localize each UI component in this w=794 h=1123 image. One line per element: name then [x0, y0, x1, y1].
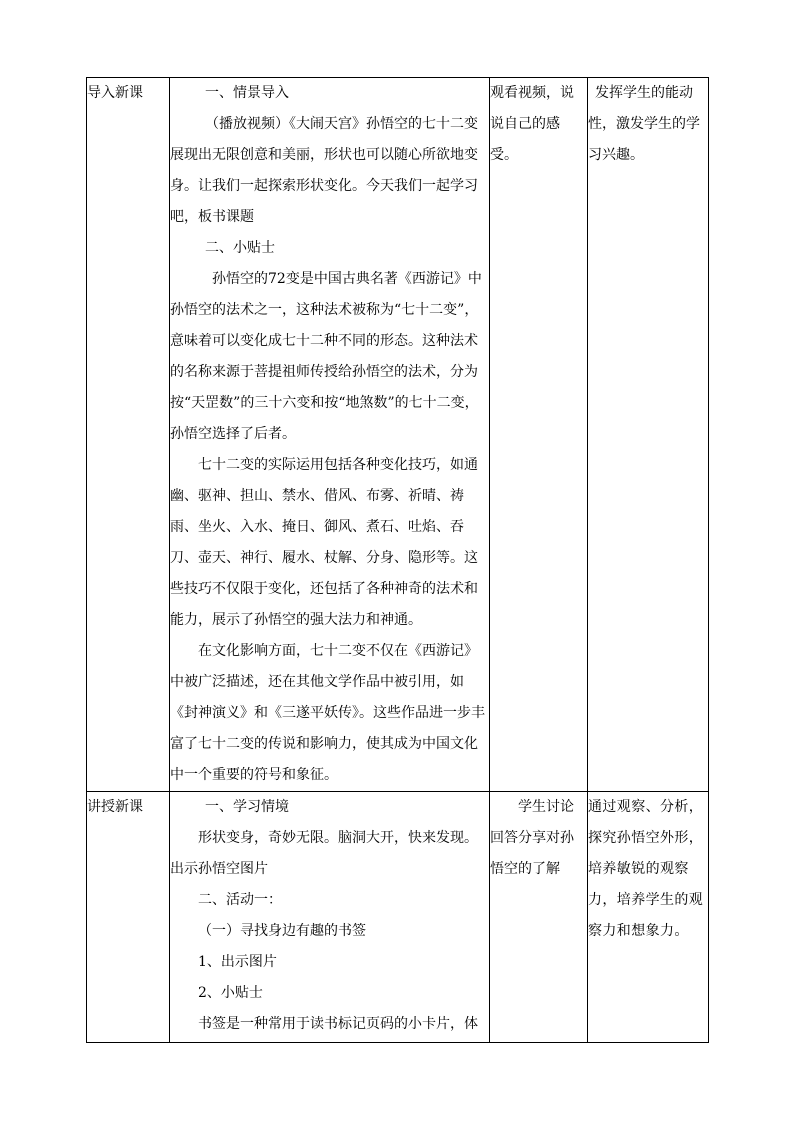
stage-cell — [87, 78, 170, 792]
content-paragraph: 书签是一种常用于读书标记页码的小卡片，体 — [198, 1016, 478, 1032]
content-paragraph: （播放视频）《大闹天宫》孙悟空的七十二变展现出无限创意和美丽，形状也可以随心所欲地变身。让我们一起探索形状变化。今天我们一起学习吧，板书课题 — [170, 116, 478, 225]
section-heading: 二、活动一： — [198, 892, 282, 908]
stage-label: 讲授新课 — [87, 799, 143, 815]
content-paragraph: （一）寻找身边有趣的书签 — [198, 923, 366, 939]
content-paragraph: 1、出示图片 — [198, 954, 277, 970]
goal-text: 通过观察、分析，探究孙悟空外形，培养敏锐的观察力，培养学生的观察力和想象力。 — [588, 799, 704, 939]
content-paragraph: 七十二变的实际运用包括各种变化技巧，如通幽、驱神、担山、禁水、借风、布雾、祈晴、祷雨、坐火、入水、掩日、御风、煮石、吐焰、吞刀、壶天、神行、履水、杖解、分身、隐形等。这些技巧不仅限于变化，还包括了各种神奇的法术和能力，展示了孙悟空的强大法力和神通。 — [170, 457, 478, 628]
activity-text: 观看视频，说说自己的感受。 — [490, 85, 574, 163]
section-heading: 一、学习情境 — [205, 799, 289, 815]
content-paragraph: 形状变身，奇妙无限。脑洞大开，快来发现。出示孙悟空图片 — [170, 830, 478, 877]
design-intent-cell — [588, 78, 709, 792]
table-row — [87, 792, 709, 1043]
stage-label: 导入新课 — [87, 85, 143, 101]
student-activity-cell — [490, 792, 588, 1043]
content-paragraph: 2、小贴士 — [198, 985, 263, 1001]
design-intent-cell — [588, 792, 709, 1043]
section-heading: 一、情景导入 — [205, 85, 289, 101]
section-heading: 二、小贴士 — [205, 240, 275, 256]
student-activity-cell — [490, 78, 588, 792]
content-paragraph: 在文化影响方面，七十二变不仅在《西游记》中被广泛描述，还在其他文学作品中被引用，如《封神演义》和《三遂平妖传》。这些作品进一步丰富了七十二变的传说和影响力，使其成为中国文化中一个重要的符号和象征。 — [170, 643, 485, 783]
lesson-plan-table — [86, 77, 709, 1043]
activity-text: 学生讨论回答分享对孙悟空的了解 — [490, 799, 574, 877]
content-paragraph: 孙悟空的72变是中国古典名著《西游记》中孙悟空的法术之一，这种法术被称为“七十二变”，意味着可以变化成七十二种不同的形态。这种法术的名称来源于菩提祖师传授给孙悟空的法术，分为按“天罡数”的三十六变和按“地煞数”的七十二变，孙悟空选择了后者。 — [170, 271, 482, 442]
table-row — [87, 78, 709, 792]
goal-text: 发挥学生的能动性，激发学生的学习兴趣。 — [588, 85, 700, 163]
teaching-content-cell — [170, 792, 490, 1043]
stage-cell — [87, 792, 170, 1043]
teaching-content-cell — [170, 78, 490, 792]
